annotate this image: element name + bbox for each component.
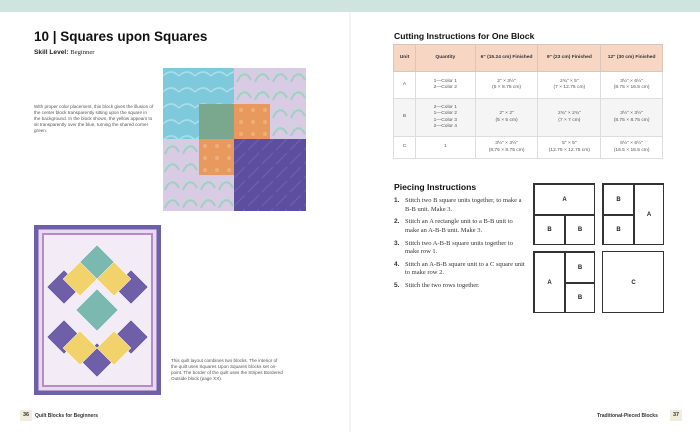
size-9-cell: 2¾" × 5" (7 × 12.75 cm)	[538, 72, 601, 99]
left-page-number: 36	[20, 410, 32, 421]
diagram-abb-vertical	[533, 251, 595, 313]
diagram-cell-b: B	[565, 252, 595, 283]
diagram-cell-b: B	[603, 184, 634, 215]
left-footer-title: Quilt Blocks for Beginners	[35, 413, 99, 419]
diagram-cell-a: A	[534, 252, 565, 313]
skill-level-value: Beginner	[70, 49, 95, 56]
list-item: 3. Stitch two A-B-B square units together to make row 1.	[394, 239, 513, 256]
list-item: 4. Stitch an A-B-B square unit to a C square unit to make row 2.	[394, 260, 525, 277]
skill-level	[34, 49, 94, 56]
right-page-number: 37	[670, 410, 682, 421]
list-item: 2. Stitch an A rectangle unit to a B-B unit to make an A-B-B unit. Make 3.	[394, 218, 513, 234]
header-12in: 12" (30 cm) Finished	[601, 45, 663, 72]
diagram-cell-b: B	[534, 215, 565, 245]
unit-cell: C	[394, 137, 416, 159]
diagram-c	[602, 251, 664, 313]
right-footer-title: Traditional-Pieced Blocks	[597, 413, 658, 419]
unit-cell: A	[394, 72, 416, 99]
size-9-cell: 2¾" × 2¾" (7 × 7 cm)	[538, 99, 601, 137]
diagram-cell-b: B	[565, 283, 595, 313]
quantity-cell: 1—Color 1 2—Color 2	[415, 72, 475, 99]
table-row	[394, 99, 663, 137]
block-title: 10 | Squares upon Squares	[34, 29, 208, 44]
diagram-abb-horizontal	[533, 183, 595, 245]
quilt-layout-caption: This quilt layout combines two blocks. The interior of the quilt uses Squares Upon Squares blocks set on-point. The border of the quilt uses the Stripes Bordered Outside block (page XX).	[171, 358, 283, 381]
cutting-heading: Cutting Instructions for One Block	[394, 31, 535, 41]
cutting-table	[393, 44, 663, 159]
list-item: 1. Stitch two B square units together, to make a B-B unit. Make 3.	[394, 197, 522, 213]
size-6-cell: 2" × 2" (5 × 5 cm)	[475, 99, 538, 137]
quantity-cell: 2—Color 1 1—Color 2 1—Color 3 2—Color 4	[415, 99, 475, 137]
list-item: 5. Stitch the two rows together.	[394, 282, 480, 290]
header-quantity: Quantity	[415, 45, 475, 72]
diagram-bba-vertical	[602, 183, 664, 245]
piecing-steps	[394, 197, 526, 295]
top-color-band	[0, 0, 700, 12]
page-gutter	[349, 12, 351, 432]
quantity-cell: 1	[415, 137, 475, 159]
size-9-cell: 5" × 5" (12.75 × 12.75 cm)	[538, 137, 601, 159]
skill-level-label: Skill Level:	[34, 49, 69, 56]
diagram-cell-b: B	[565, 215, 595, 245]
block-description: With proper color placement, this block gives the illusion of the center block transparently sitting upon the square in the background. In the block shown, the yellow appears to sit transparently over the blue, turning the shared corner green.	[34, 104, 154, 133]
size-12-cell: 6½" × 6½" (16.5 × 16.5 cm)	[601, 137, 663, 159]
diagram-cell-a: A	[534, 184, 595, 215]
size-6-cell: 3½" × 3½" (8.75 × 8.75 cm)	[475, 137, 538, 159]
unit-cell: B	[394, 99, 416, 137]
size-12-cell: 3½" × 3½" (8.75 × 8.75 cm)	[601, 99, 663, 137]
block-photo	[163, 68, 306, 211]
diagram-cell-a: A	[634, 184, 664, 245]
size-6-cell: 2" × 3½" (5 × 8.75 cm)	[475, 72, 538, 99]
table-row	[394, 72, 663, 99]
diagram-cell-c: C	[631, 279, 636, 286]
diagram-cell-b: B	[603, 215, 634, 245]
quilt-layout-image	[34, 225, 161, 395]
cutting-table-header	[394, 45, 663, 72]
header-unit: Unit	[394, 45, 416, 72]
header-6in: 6" (15.24 cm) Finished	[475, 45, 538, 72]
piecing-heading: Piecing Instructions	[394, 182, 477, 192]
table-row	[394, 137, 663, 159]
header-9in: 9" (23 cm) Finished	[538, 45, 601, 72]
size-12-cell: 3½" × 6½" (8.75 × 16.5 cm)	[601, 72, 663, 99]
